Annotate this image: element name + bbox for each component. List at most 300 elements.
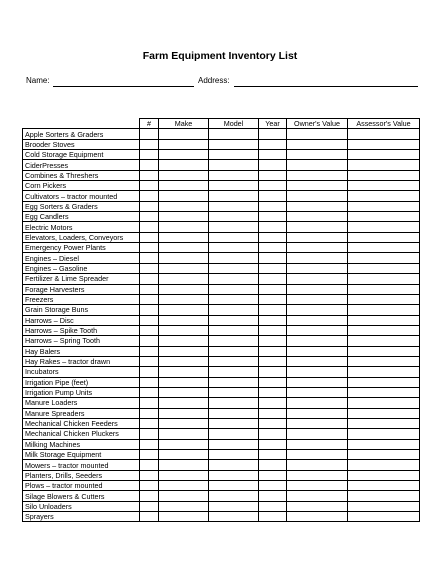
model-cell[interactable] [209, 232, 259, 242]
model-cell[interactable] [209, 222, 259, 232]
table-row [23, 439, 420, 449]
year-cell[interactable] [259, 470, 287, 480]
make-cell[interactable] [159, 470, 209, 480]
year-cell[interactable] [259, 263, 287, 273]
number-cell[interactable] [140, 367, 159, 377]
equipment-name: Hay Balers [23, 346, 140, 356]
owners-value-cell[interactable] [287, 170, 348, 180]
year-cell[interactable] [259, 325, 287, 335]
year-cell[interactable] [259, 408, 287, 418]
owners-value-cell[interactable] [287, 294, 348, 304]
model-cell[interactable] [209, 305, 259, 315]
owners-value-cell[interactable] [287, 501, 348, 511]
assessors-value-cell[interactable] [348, 491, 420, 501]
equipment-name: Forage Harvesters [23, 284, 140, 294]
make-cell[interactable] [159, 512, 209, 522]
owners-value-cell[interactable] [287, 460, 348, 470]
number-cell[interactable] [140, 294, 159, 304]
equipment-name: Hay Rakes – tractor drawn [23, 356, 140, 366]
model-cell[interactable] [209, 387, 259, 397]
number-cell[interactable] [140, 201, 159, 211]
model-cell[interactable] [209, 481, 259, 491]
year-cell[interactable] [259, 439, 287, 449]
model-cell[interactable] [209, 501, 259, 511]
assessors-value-cell[interactable] [348, 160, 420, 170]
equipment-name: Incubators [23, 367, 140, 377]
table-row [23, 170, 420, 180]
equipment-name: Egg Sorters & Graders [23, 201, 140, 211]
make-cell[interactable] [159, 346, 209, 356]
number-cell[interactable] [140, 512, 159, 522]
equipment-name: Cold Storage Equipment [23, 150, 140, 160]
year-cell[interactable] [259, 429, 287, 439]
model-cell[interactable] [209, 336, 259, 346]
table-row [23, 512, 420, 522]
assessors-value-cell[interactable] [348, 129, 420, 139]
model-cell[interactable] [209, 367, 259, 377]
assessors-value-cell[interactable] [348, 418, 420, 428]
make-cell[interactable] [159, 325, 209, 335]
number-cell[interactable] [140, 232, 159, 242]
assessors-value-cell[interactable] [348, 150, 420, 160]
year-cell[interactable] [259, 212, 287, 222]
make-cell[interactable] [159, 367, 209, 377]
model-cell[interactable] [209, 398, 259, 408]
owners-value-cell[interactable] [287, 181, 348, 191]
equipment-name: Irrigation Pipe (feet) [23, 377, 140, 387]
model-cell[interactable] [209, 150, 259, 160]
model-cell[interactable] [209, 201, 259, 211]
make-cell[interactable] [159, 201, 209, 211]
equipment-name: Fertilizer & Lime Spreader [23, 274, 140, 284]
owners-value-cell[interactable] [287, 212, 348, 222]
equipment-name: Harrows – Disc [23, 315, 140, 325]
owners-value-cell[interactable] [287, 253, 348, 263]
assessors-value-cell[interactable] [348, 408, 420, 418]
assessors-value-cell[interactable] [348, 170, 420, 180]
owners-value-cell[interactable] [287, 481, 348, 491]
year-cell[interactable] [259, 274, 287, 284]
owners-value-cell[interactable] [287, 377, 348, 387]
year-cell[interactable] [259, 387, 287, 397]
model-cell[interactable] [209, 294, 259, 304]
equipment-name: Manure Loaders [23, 398, 140, 408]
year-cell[interactable] [259, 450, 287, 460]
equipment-name: Engines – Gasoline [23, 263, 140, 273]
equipment-name: Mechanical Chicken Pluckers [23, 429, 140, 439]
table-row [23, 315, 420, 325]
table-row [23, 201, 420, 211]
year-cell[interactable] [259, 201, 287, 211]
table-row [23, 305, 420, 315]
number-cell[interactable] [140, 305, 159, 315]
year-cell[interactable] [259, 356, 287, 366]
make-cell[interactable] [159, 491, 209, 501]
year-cell[interactable] [259, 512, 287, 522]
assessors-value-cell[interactable] [348, 398, 420, 408]
make-cell[interactable] [159, 253, 209, 263]
column-header-number: # [140, 119, 159, 129]
table-row [23, 387, 420, 397]
owners-value-cell[interactable] [287, 325, 348, 335]
equipment-name: Brooder Stoves [23, 139, 140, 149]
year-cell[interactable] [259, 191, 287, 201]
year-cell[interactable] [259, 346, 287, 356]
equipment-name: Milking Machines [23, 439, 140, 449]
assessors-value-cell[interactable] [348, 346, 420, 356]
equipment-name: Freezers [23, 294, 140, 304]
assessors-value-cell[interactable] [348, 294, 420, 304]
owners-value-cell[interactable] [287, 491, 348, 501]
number-cell[interactable] [140, 356, 159, 366]
number-cell[interactable] [140, 170, 159, 180]
address-field[interactable] [234, 86, 418, 87]
owners-value-cell[interactable] [287, 222, 348, 232]
number-cell[interactable] [140, 377, 159, 387]
table-row [23, 491, 420, 501]
number-cell[interactable] [140, 253, 159, 263]
assessors-value-cell[interactable] [348, 274, 420, 284]
table-row [23, 181, 420, 191]
year-cell[interactable] [259, 315, 287, 325]
make-cell[interactable] [159, 450, 209, 460]
table-row [23, 274, 420, 284]
table-row [23, 429, 420, 439]
owners-value-cell[interactable] [287, 450, 348, 460]
equipment-name: Milk Storage Equipment [23, 450, 140, 460]
number-cell[interactable] [140, 325, 159, 335]
year-cell[interactable] [259, 367, 287, 377]
assessors-value-cell[interactable] [348, 139, 420, 149]
assessors-value-cell[interactable] [348, 501, 420, 511]
make-cell[interactable] [159, 377, 209, 387]
number-cell[interactable] [140, 481, 159, 491]
number-cell[interactable] [140, 212, 159, 222]
equipment-name: Harrows – Spike Tooth [23, 325, 140, 335]
owners-value-cell[interactable] [287, 284, 348, 294]
year-cell[interactable] [259, 181, 287, 191]
column-header-owners-value: Owner's Value [287, 119, 348, 129]
table-row [23, 160, 420, 170]
model-cell[interactable] [209, 377, 259, 387]
table-row [23, 481, 420, 491]
model-cell[interactable] [209, 191, 259, 201]
year-cell[interactable] [259, 491, 287, 501]
assessors-value-cell[interactable] [348, 460, 420, 470]
table-row [23, 470, 420, 480]
equipment-name: Manure Spreaders [23, 408, 140, 418]
column-header-item [23, 119, 140, 129]
year-cell[interactable] [259, 377, 287, 387]
table-row [23, 129, 420, 139]
number-cell[interactable] [140, 284, 159, 294]
assessors-value-cell[interactable] [348, 481, 420, 491]
owners-value-cell[interactable] [287, 274, 348, 284]
owners-value-cell[interactable] [287, 129, 348, 139]
make-cell[interactable] [159, 481, 209, 491]
assessors-value-cell[interactable] [348, 429, 420, 439]
model-cell[interactable] [209, 263, 259, 273]
make-cell[interactable] [159, 263, 209, 273]
owners-value-cell[interactable] [287, 367, 348, 377]
owners-value-cell[interactable] [287, 512, 348, 522]
assessors-value-cell[interactable] [348, 305, 420, 315]
make-cell[interactable] [159, 181, 209, 191]
year-cell[interactable] [259, 253, 287, 263]
model-cell[interactable] [209, 212, 259, 222]
year-cell[interactable] [259, 336, 287, 346]
make-cell[interactable] [159, 129, 209, 139]
model-cell[interactable] [209, 408, 259, 418]
number-cell[interactable] [140, 315, 159, 325]
model-cell[interactable] [209, 418, 259, 428]
model-cell[interactable] [209, 356, 259, 366]
table-row [23, 191, 420, 201]
number-cell[interactable] [140, 129, 159, 139]
year-cell[interactable] [259, 501, 287, 511]
number-cell[interactable] [140, 274, 159, 284]
year-cell[interactable] [259, 284, 287, 294]
assessors-value-cell[interactable] [348, 201, 420, 211]
table-row [23, 243, 420, 253]
make-cell[interactable] [159, 160, 209, 170]
owners-value-cell[interactable] [287, 263, 348, 273]
equipment-name: Silo Unloaders [23, 501, 140, 511]
model-cell[interactable] [209, 170, 259, 180]
year-cell[interactable] [259, 160, 287, 170]
owners-value-cell[interactable] [287, 243, 348, 253]
column-header-assessors-value: Assessor's Value [348, 119, 420, 129]
number-cell[interactable] [140, 191, 159, 201]
model-cell[interactable] [209, 450, 259, 460]
table-row [23, 336, 420, 346]
assessors-value-cell[interactable] [348, 450, 420, 460]
owners-value-cell[interactable] [287, 439, 348, 449]
assessors-value-cell[interactable] [348, 222, 420, 232]
owners-value-cell[interactable] [287, 356, 348, 366]
model-cell[interactable] [209, 274, 259, 284]
owners-value-cell[interactable] [287, 418, 348, 428]
make-cell[interactable] [159, 294, 209, 304]
owners-value-cell[interactable] [287, 191, 348, 201]
make-cell[interactable] [159, 387, 209, 397]
make-cell[interactable] [159, 418, 209, 428]
assessors-value-cell[interactable] [348, 356, 420, 366]
make-cell[interactable] [159, 232, 209, 242]
year-cell[interactable] [259, 139, 287, 149]
owners-value-cell[interactable] [287, 139, 348, 149]
number-cell[interactable] [140, 181, 159, 191]
make-cell[interactable] [159, 150, 209, 160]
name-field[interactable] [53, 86, 194, 87]
equipment-name: Harrows – Spring Tooth [23, 336, 140, 346]
number-cell[interactable] [140, 150, 159, 160]
owners-value-cell[interactable] [287, 315, 348, 325]
make-cell[interactable] [159, 139, 209, 149]
owners-value-cell[interactable] [287, 470, 348, 480]
model-cell[interactable] [209, 160, 259, 170]
equipment-name: Plows – tractor mounted [23, 481, 140, 491]
model-cell[interactable] [209, 429, 259, 439]
assessors-value-cell[interactable] [348, 315, 420, 325]
number-cell[interactable] [140, 439, 159, 449]
year-cell[interactable] [259, 481, 287, 491]
table-row [23, 325, 420, 335]
owners-value-cell[interactable] [287, 398, 348, 408]
table-row [23, 418, 420, 428]
assessors-value-cell[interactable] [348, 325, 420, 335]
table-row [23, 253, 420, 263]
inventory-table [22, 118, 420, 522]
model-cell[interactable] [209, 512, 259, 522]
table-row [23, 356, 420, 366]
make-cell[interactable] [159, 274, 209, 284]
table-row [23, 284, 420, 294]
owners-value-cell[interactable] [287, 336, 348, 346]
owners-value-cell[interactable] [287, 150, 348, 160]
assessors-value-cell[interactable] [348, 439, 420, 449]
owners-value-cell[interactable] [287, 201, 348, 211]
column-header-make: Make [159, 119, 209, 129]
table-row [23, 501, 420, 511]
owners-value-cell[interactable] [287, 232, 348, 242]
assessors-value-cell[interactable] [348, 387, 420, 397]
number-cell[interactable] [140, 263, 159, 273]
model-cell[interactable] [209, 139, 259, 149]
number-cell[interactable] [140, 470, 159, 480]
assessors-value-cell[interactable] [348, 253, 420, 263]
owners-value-cell[interactable] [287, 387, 348, 397]
make-cell[interactable] [159, 243, 209, 253]
owners-value-cell[interactable] [287, 305, 348, 315]
number-cell[interactable] [140, 418, 159, 428]
number-cell[interactable] [140, 501, 159, 511]
year-cell[interactable] [259, 170, 287, 180]
number-cell[interactable] [140, 336, 159, 346]
make-cell[interactable] [159, 408, 209, 418]
model-cell[interactable] [209, 315, 259, 325]
owners-value-cell[interactable] [287, 429, 348, 439]
table-header-row [23, 119, 420, 129]
model-cell[interactable] [209, 181, 259, 191]
year-cell[interactable] [259, 418, 287, 428]
assessors-value-cell[interactable] [348, 191, 420, 201]
equipment-name: Irrigation Pump Units [23, 387, 140, 397]
assessors-value-cell[interactable] [348, 284, 420, 294]
assessors-value-cell[interactable] [348, 470, 420, 480]
make-cell[interactable] [159, 336, 209, 346]
number-cell[interactable] [140, 139, 159, 149]
equipment-name: Electric Motors [23, 222, 140, 232]
table-row [23, 367, 420, 377]
table-row [23, 212, 420, 222]
year-cell[interactable] [259, 305, 287, 315]
model-cell[interactable] [209, 243, 259, 253]
equipment-name: Egg Candlers [23, 212, 140, 222]
column-header-model: Model [209, 119, 259, 129]
make-cell[interactable] [159, 305, 209, 315]
number-cell[interactable] [140, 460, 159, 470]
table-row [23, 450, 420, 460]
number-cell[interactable] [140, 160, 159, 170]
equipment-name: Mechanical Chicken Feeders [23, 418, 140, 428]
model-cell[interactable] [209, 439, 259, 449]
year-cell[interactable] [259, 398, 287, 408]
column-header-year: Year [259, 119, 287, 129]
number-cell[interactable] [140, 398, 159, 408]
equipment-name: Grain Storage Buns [23, 305, 140, 315]
model-cell[interactable] [209, 325, 259, 335]
number-cell[interactable] [140, 491, 159, 501]
equipment-name: CiderPresses [23, 160, 140, 170]
make-cell[interactable] [159, 212, 209, 222]
assessors-value-cell[interactable] [348, 377, 420, 387]
make-cell[interactable] [159, 501, 209, 511]
assessors-value-cell[interactable] [348, 232, 420, 242]
make-cell[interactable] [159, 170, 209, 180]
number-cell[interactable] [140, 429, 159, 439]
model-cell[interactable] [209, 470, 259, 480]
owners-value-cell[interactable] [287, 408, 348, 418]
make-cell[interactable] [159, 460, 209, 470]
model-cell[interactable] [209, 346, 259, 356]
year-cell[interactable] [259, 232, 287, 242]
year-cell[interactable] [259, 460, 287, 470]
table-row [23, 294, 420, 304]
number-cell[interactable] [140, 346, 159, 356]
equipment-name: Corn Pickers [23, 181, 140, 191]
assessors-value-cell[interactable] [348, 336, 420, 346]
assessors-value-cell[interactable] [348, 263, 420, 273]
number-cell[interactable] [140, 387, 159, 397]
assessors-value-cell[interactable] [348, 243, 420, 253]
make-cell[interactable] [159, 429, 209, 439]
address-label: Address: [198, 76, 230, 85]
equipment-name: Engines – Diesel [23, 253, 140, 263]
make-cell[interactable] [159, 222, 209, 232]
model-cell[interactable] [209, 253, 259, 263]
make-cell[interactable] [159, 315, 209, 325]
assessors-value-cell[interactable] [348, 367, 420, 377]
make-cell[interactable] [159, 398, 209, 408]
year-cell[interactable] [259, 294, 287, 304]
model-cell[interactable] [209, 460, 259, 470]
make-cell[interactable] [159, 356, 209, 366]
number-cell[interactable] [140, 243, 159, 253]
table-row [23, 232, 420, 242]
year-cell[interactable] [259, 150, 287, 160]
owners-value-cell[interactable] [287, 160, 348, 170]
number-cell[interactable] [140, 222, 159, 232]
model-cell[interactable] [209, 284, 259, 294]
year-cell[interactable] [259, 243, 287, 253]
model-cell[interactable] [209, 491, 259, 501]
make-cell[interactable] [159, 284, 209, 294]
table-row [23, 139, 420, 149]
page-title: Farm Equipment Inventory List [142, 50, 298, 62]
number-cell[interactable] [140, 408, 159, 418]
assessors-value-cell[interactable] [348, 512, 420, 522]
model-cell[interactable] [209, 129, 259, 139]
make-cell[interactable] [159, 191, 209, 201]
make-cell[interactable] [159, 439, 209, 449]
number-cell[interactable] [140, 450, 159, 460]
year-cell[interactable] [259, 222, 287, 232]
year-cell[interactable] [259, 129, 287, 139]
assessors-value-cell[interactable] [348, 212, 420, 222]
assessors-value-cell[interactable] [348, 181, 420, 191]
owners-value-cell[interactable] [287, 346, 348, 356]
